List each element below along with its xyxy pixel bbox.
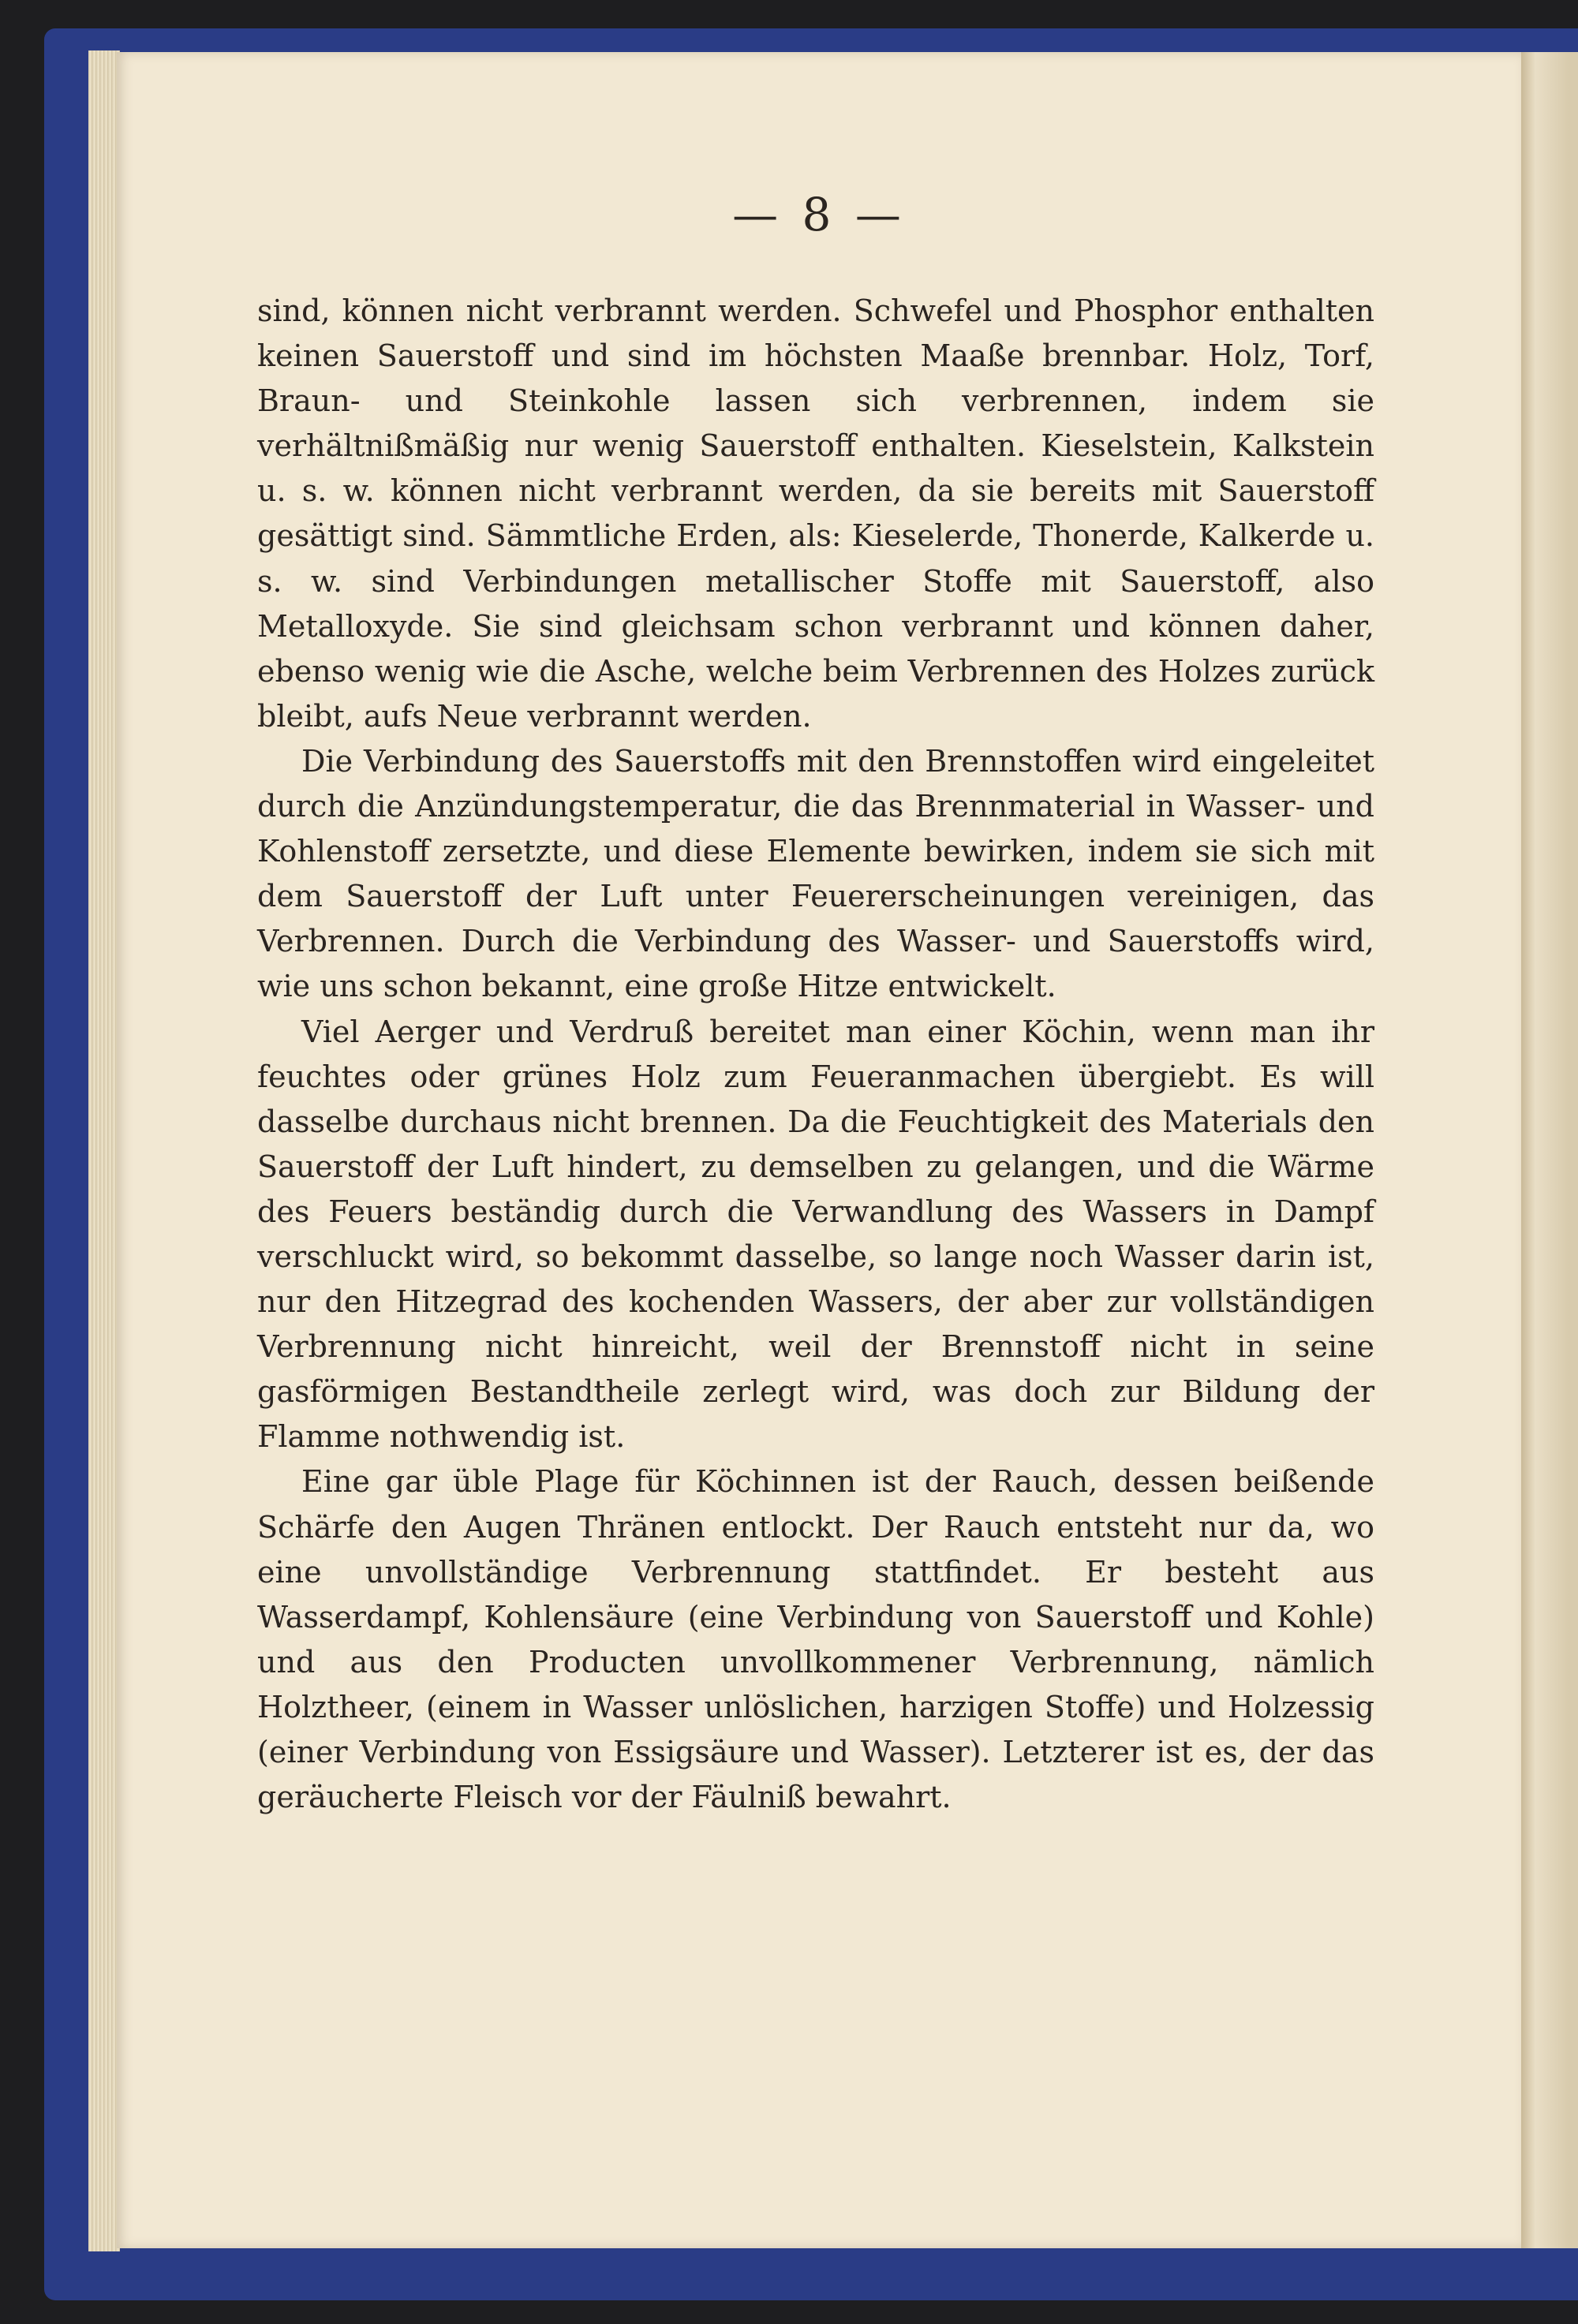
paragraph-2: Die Verbindung des Sauerstoffs mit den Brennstoffen wird eingeleitet durch die Anzündungstemperatur, die das Brennmaterial in Wasser- und Kohlenstoff zersetzte, und diese Elemente bewirken, indem sie sich mit dem Sauerstoff der Luft unter Feuererscheinungen vereinigen, das Verbrennen. Durch die Verbindung des Wasser- und Sauerstoffs wird, wie uns schon bekannt, eine große Hitze entwickelt. [257,743,1374,1004]
page-number: — 8 — [732,188,906,241]
page-edges-left [88,50,120,2251]
paragraph-3: Viel Aerger und Verdruß bereitet man einer Köchin, wenn man ihr feuchtes oder grünes Holz zum Feueranmachen übergiebt. Es will dasselbe durchaus nicht brennen. Da die Feuchtigkeit des Materials den Sauerstoff der Luft hindert, zu demselben zu gelangen, und die Wärme des Feuers beständig durch die Verwandlung des Wassers in Dampf verschluckt wird, so bekommt dasselbe, so lange noch Wasser darin ist, nur den Hitzegrad des kochenden Wassers, der aber zur vollständigen Verbrennung nicht hinreicht, weil der Brennstoff nicht in seine gasförmigen Bestandtheile zerlegt wird, was doch zur Bildung der Flamme nothwendig ist. [257,1014,1374,1455]
paragraph-4: Eine gar üble Plage für Köchinnen ist der Rauch, dessen beißende Schärfe den Augen Thränen entlockt. Der Rauch entsteht nur da, wo eine unvollständige Verbrennung stattfindet. Er besteht aus Wasserdampf, Kohlensäure (eine Verbindung von Sauerstoff und Kohle) und aus den Producten unvollkommener Verbrennung, nämlich Holztheer, (einem in Wasser unlöslichen, harzigen Stoffe) und Holzessig (einer Verbindung von Essigsäure und Wasser). Letzterer ist es, der das geräucherte Fleisch vor der Fäulniß bewahrt. [257,1464,1374,1815]
page-edges-right [1521,52,1578,2248]
paragraph-1: sind, können nicht verbrannt werden. Schwefel und Phosphor enthalten keinen Sauerstoff und sind im höchsten Maaße brennbar. Holz, Torf, Braun- und Steinkohle lassen sich verbrennen, indem sie verhältnißmäßig nur wenig Sauerstoff enthalten. Kieselstein, Kalkstein u. s. w. können nicht verbrannt werden, da sie bereits mit Sauerstoff gesättigt sind. Sämmtliche Erden, als: Kieselerde, Thonerde, Kalkerde u. s. w. sind Verbindungen metallischer Stoffe mit Sauerstoff, also Metalloxyde. Sie sind gleichsam schon verbrannt und können daher, ebenso wenig wie die Asche, welche beim Verbrennen des Holzes zurück bleibt, aufs Neue verbrannt werden. [257,293,1374,734]
page-body-text [257,289,1374,1820]
